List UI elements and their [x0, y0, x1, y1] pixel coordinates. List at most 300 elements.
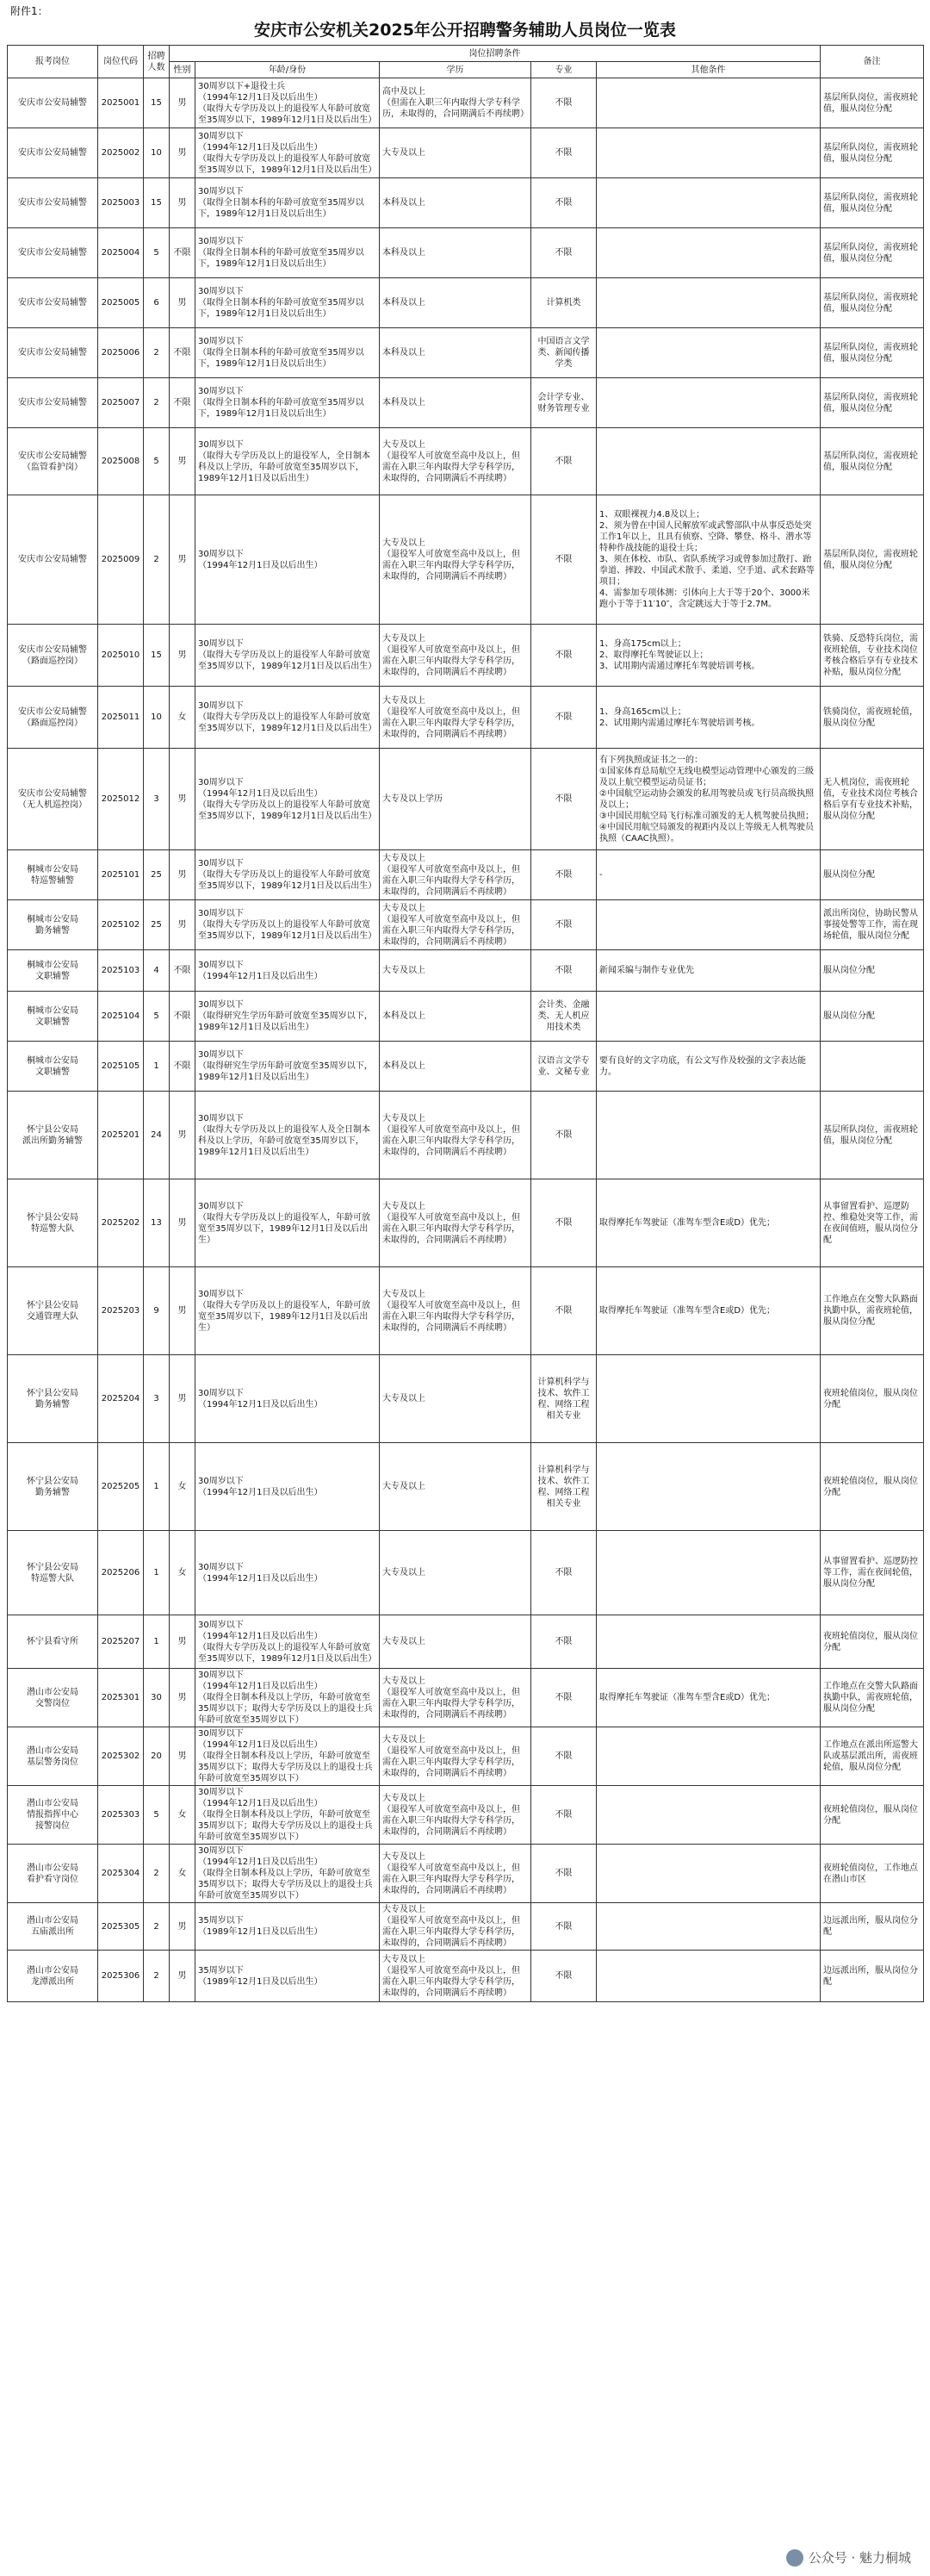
- cell-remark: 铁骑、反恐特兵岗位，需夜班轮值，专业技术岗位考核合格后享有专业技术补贴，服从岗位分配: [821, 625, 924, 687]
- cell-unit: 安庆市公安局辅警 （路面巡控岗）: [8, 625, 98, 687]
- cell-major: 不限: [531, 128, 597, 178]
- cell-unit: 桐城市公安局 文职辅警: [8, 950, 98, 992]
- cell-major: 不限: [531, 1669, 597, 1727]
- cell-remark: 工作地点在派出所巡警大队或基层派出所，需夜班轮值，服从岗位分配: [821, 1727, 924, 1786]
- cell-code: 2025008: [98, 428, 144, 495]
- cell-count: 1: [144, 1443, 170, 1531]
- cell-count: 5: [144, 428, 170, 495]
- cell-remark: 工作地点在交警大队路面执勤中队，需夜班轮值，服从岗位分配: [821, 1267, 924, 1355]
- cell-unit: 潜山市公安局 五庙派出所: [8, 1903, 98, 1951]
- cell-gender: 男: [170, 749, 195, 850]
- cell-code: 2025103: [98, 950, 144, 992]
- cell-remark: 基层所队岗位，需夜班轮值，服从岗位分配: [821, 1092, 924, 1179]
- cell-gender: 不限: [170, 950, 195, 992]
- cell-major: 不限: [531, 1951, 597, 2002]
- cell-other: -: [597, 850, 821, 900]
- cell-age: 30周岁以下 （取得全日制本科的年龄可放宽至35周岁以下，1989年12月1日及以后出生）: [195, 178, 380, 228]
- cell-major: 不限: [531, 1092, 597, 1179]
- table-row: [8, 749, 924, 850]
- cell-unit: 怀宁县公安局 特巡警大队: [8, 1531, 98, 1615]
- cell-code: 2025010: [98, 625, 144, 687]
- cell-age: 30周岁以下 （1994年12月1日及以后出生） （取得大专学历及以上的退役军人年龄可放宽至35周岁以下，1989年12月1日及以后出生）: [195, 128, 380, 178]
- header-other: 其他条件: [597, 62, 821, 78]
- cell-major: 不限: [531, 1786, 597, 1845]
- cell-remark: 夜班轮值岗位，服从岗位分配: [821, 1615, 924, 1669]
- header-conditions: 岗位招聘条件: [170, 46, 821, 62]
- cell-major: 会计学专业、财务管理专业: [531, 378, 597, 428]
- cell-age: 30周岁以下 （取得大专学历及以上的退役军人，年龄可放宽至35周岁以下，1989年12月1日及以后出生）: [195, 1179, 380, 1267]
- cell-gender: 不限: [170, 378, 195, 428]
- cell-gender: 男: [170, 900, 195, 950]
- cell-count: 5: [144, 228, 170, 278]
- cell-unit: 安庆市公安局辅警: [8, 78, 98, 128]
- cell-count: 2: [144, 495, 170, 625]
- cell-major: 不限: [531, 1903, 597, 1951]
- header-remark: 备注: [821, 46, 924, 78]
- header-unit: 报考岗位: [8, 46, 98, 78]
- cell-edu: 大专及以上 （退役军人可放宽至高中及以上，但需在入职三年内取得大学专科学历，未取得的，合同期满后不再续聘）: [380, 900, 531, 950]
- cell-age: 30周岁以下 （取得全日制本科的年龄可放宽至35周岁以下，1989年12月1日及以后出生）: [195, 328, 380, 378]
- cell-age: 30周岁以下 （1994年12月1日及以后出生） （取得全日制本科及以上学历，年龄可放宽至35周岁以下；取得大专学历及以上的退役士兵年龄可放宽至35周岁以下）: [195, 1669, 380, 1727]
- cell-other: [597, 128, 821, 178]
- cell-gender: 男: [170, 1669, 195, 1727]
- cell-code: 2025203: [98, 1267, 144, 1355]
- cell-gender: 男: [170, 495, 195, 625]
- cell-gender: 男: [170, 625, 195, 687]
- table-row: [8, 1355, 924, 1443]
- cell-edu: 大专及以上 （退役军人可放宽至高中及以上，但需在入职三年内取得大学专科学历，未取得的，合同期满后不再续聘）: [380, 1727, 531, 1786]
- cell-age: 30周岁以下+退役士兵 （1994年12月1日及以后出生） （取得大专学历及以上的退役军人年龄可放宽至35周岁以下，1989年12月1日及以后出生）: [195, 78, 380, 128]
- cell-unit: 桐城市公安局 文职辅警: [8, 1042, 98, 1092]
- cell-count: 2: [144, 378, 170, 428]
- cell-unit: 怀宁县公安局 勤务辅警: [8, 1355, 98, 1443]
- header-major: 专业: [531, 62, 597, 78]
- wechat-logo-icon: [786, 2549, 803, 2567]
- table-row: [8, 78, 924, 128]
- cell-age: 30周岁以下 （取得大专学历及以上的退役军人，全日制本科及以上学历，年龄可放宽至35周岁以下，1989年12月1日及以后出生）: [195, 428, 380, 495]
- header-edu: 学历: [380, 62, 531, 78]
- cell-other: [597, 278, 821, 328]
- cell-edu: 大专及以上 （退役军人可放宽至高中及以上，但需在入职三年内取得大学专科学历，未取得的，合同期满后不再续聘）: [380, 1092, 531, 1179]
- cell-major: 计算机类: [531, 278, 597, 328]
- cell-unit: 潜山市公安局 交警岗位: [8, 1669, 98, 1727]
- cell-remark: 边远派出所，服从岗位分配: [821, 1951, 924, 2002]
- table-row: [8, 1786, 924, 1845]
- cell-major: 会计类、金融类、无人机应用技术类: [531, 992, 597, 1042]
- table-row: [8, 1727, 924, 1786]
- cell-remark: 铁骑岗位，需夜班轮值，服从岗位分配: [821, 687, 924, 749]
- cell-major: 不限: [531, 1845, 597, 1903]
- cell-other: [597, 378, 821, 428]
- cell-unit: 安庆市公安局辅警: [8, 495, 98, 625]
- cell-age: 30周岁以下 （1994年12月1日及以后出生） （取得全日制本科及以上学历，年龄可放宽至35周岁以下；取得大专学历及以上的退役士兵年龄可放宽至35周岁以下）: [195, 1845, 380, 1903]
- table-row: [8, 495, 924, 625]
- cell-gender: 男: [170, 1092, 195, 1179]
- cell-count: 2: [144, 1951, 170, 2002]
- cell-age: 30周岁以下 （1994年12月1日及以后出生）: [195, 1443, 380, 1531]
- cell-code: 2025303: [98, 1786, 144, 1845]
- cell-major: 不限: [531, 1727, 597, 1786]
- cell-edu: 大专及以上 （退役军人可放宽至高中及以上，但需在入职三年内取得大学专科学历，未取得的，合同期满后不再续聘）: [380, 1903, 531, 1951]
- table-row: [8, 950, 924, 992]
- cell-code: 2025207: [98, 1615, 144, 1669]
- table-row: [8, 1267, 924, 1355]
- cell-remark: 服从岗位分配: [821, 850, 924, 900]
- cell-unit: 潜山市公安局 基层警务岗位: [8, 1727, 98, 1786]
- header-code: 岗位代码: [98, 46, 144, 78]
- table-row: [8, 278, 924, 328]
- cell-remark: 夜班轮值岗位，服从岗位分配: [821, 1786, 924, 1845]
- cell-count: 25: [144, 900, 170, 950]
- cell-gender: 男: [170, 1267, 195, 1355]
- cell-remark: 服从岗位分配: [821, 992, 924, 1042]
- cell-other: 1、身高165cm以上； 2、试用期内需通过摩托车驾驶培训考核。: [597, 687, 821, 749]
- cell-code: 2025006: [98, 328, 144, 378]
- cell-remark: 夜班轮值岗位，工作地点在潜山市区: [821, 1845, 924, 1903]
- cell-major: 不限: [531, 625, 597, 687]
- cell-unit: 桐城市公安局 特巡警辅警: [8, 850, 98, 900]
- cell-gender: 男: [170, 1727, 195, 1786]
- cell-code: 2025306: [98, 1951, 144, 2002]
- cell-unit: 安庆市公安局辅警 （监管看护岗）: [8, 428, 98, 495]
- cell-other: 新闻采编与制作专业优先: [597, 950, 821, 992]
- cell-major: 不限: [531, 950, 597, 992]
- cell-count: 9: [144, 1267, 170, 1355]
- cell-remark: 基层所队岗位，需夜班轮值，服从岗位分配: [821, 228, 924, 278]
- cell-age: 30周岁以下 （取得全日制本科的年龄可放宽至35周岁以下，1989年12月1日及以后出生）: [195, 278, 380, 328]
- table-row: [8, 1042, 924, 1092]
- cell-code: 2025205: [98, 1443, 144, 1531]
- cell-count: 15: [144, 78, 170, 128]
- table-row: [8, 1531, 924, 1615]
- cell-count: 24: [144, 1092, 170, 1179]
- cell-age: 30周岁以下 （取得大专学历及以上的退役军人年龄可放宽至35周岁以下，1989年12月1日及以后出生）: [195, 900, 380, 950]
- table-row: [8, 1443, 924, 1531]
- cell-count: 5: [144, 1786, 170, 1845]
- cell-major: 不限: [531, 1267, 597, 1355]
- cell-unit: 安庆市公安局辅警: [8, 178, 98, 228]
- cell-edu: 大专及以上 （退役军人可放宽至高中及以上，但需在入职三年内取得大学专科学历，未取得的，合同期满后不再续聘）: [380, 1845, 531, 1903]
- cell-gender: 男: [170, 1951, 195, 2002]
- cell-code: 2025305: [98, 1903, 144, 1951]
- cell-other: [597, 1531, 821, 1615]
- cell-major: 不限: [531, 1615, 597, 1669]
- cell-unit: 怀宁县公安局 勤务辅警: [8, 1443, 98, 1531]
- cell-other: [597, 900, 821, 950]
- cell-unit: 潜山市公安局 龙潭派出所: [8, 1951, 98, 2002]
- cell-remark: 基层所队岗位，需夜班轮值，服从岗位分配: [821, 378, 924, 428]
- cell-edu: 大专及以上 （退役军人可放宽至高中及以上，但需在入职三年内取得大学专科学历，未取得的，合同期满后不再续聘）: [380, 687, 531, 749]
- cell-edu: 大专及以上: [380, 1615, 531, 1669]
- cell-gender: 男: [170, 850, 195, 900]
- cell-age: 30周岁以下 （1994年12月1日及以后出生）: [195, 1531, 380, 1615]
- table-row: [8, 328, 924, 378]
- cell-other: [597, 992, 821, 1042]
- cell-gender: 男: [170, 1615, 195, 1669]
- cell-count: 2: [144, 328, 170, 378]
- cell-unit: 桐城市公安局 文职辅警: [8, 992, 98, 1042]
- cell-count: 1: [144, 1531, 170, 1615]
- cell-major: 不限: [531, 428, 597, 495]
- cell-remark: 基层所队岗位，需夜班轮值，服从岗位分配: [821, 78, 924, 128]
- cell-other: [597, 1786, 821, 1845]
- cell-major: 不限: [531, 1531, 597, 1615]
- cell-count: 25: [144, 850, 170, 900]
- cell-gender: 男: [170, 1355, 195, 1443]
- cell-unit: 安庆市公安局辅警: [8, 128, 98, 178]
- positions-table: [7, 45, 924, 2002]
- cell-edu: 大专及以上 （退役军人可放宽至高中及以上，但需在入职三年内取得大学专科学历，未取得的，合同期满后不再续聘）: [380, 495, 531, 625]
- cell-unit: 安庆市公安局辅警: [8, 328, 98, 378]
- cell-edu: 大专及以上 （退役军人可放宽至高中及以上，但需在入职三年内取得大学专科学历，未取得的，合同期满后不再续聘）: [380, 1669, 531, 1727]
- cell-age: 30周岁以下 （取得大专学历及以上的退役军人年龄可放宽至35周岁以下，1989年12月1日及以后出生）: [195, 850, 380, 900]
- cell-code: 2025302: [98, 1727, 144, 1786]
- cell-code: 2025009: [98, 495, 144, 625]
- cell-remark: 无人机岗位，需夜班轮值，专业技术岗位考核合格后享有专业技术补贴，服从岗位分配: [821, 749, 924, 850]
- cell-other: [597, 1727, 821, 1786]
- cell-unit: 安庆市公安局辅警: [8, 228, 98, 278]
- cell-edu: 大专及以上 （退役军人可放宽至高中及以上，但需在入职三年内取得大学专科学历，未取得的，合同期满后不再续聘）: [380, 1267, 531, 1355]
- page-title: 安庆市公安机关2025年公开招聘警务辅助人员岗位一览表: [254, 21, 676, 40]
- cell-code: 2025206: [98, 1531, 144, 1615]
- cell-edu: 大专及以上: [380, 1355, 531, 1443]
- watermark: [779, 2546, 918, 2569]
- cell-major: 不限: [531, 749, 597, 850]
- cell-other: 1、身高175cm以上； 2、取得摩托车驾驶证以上； 3、试用期内需通过摩托车驾驶培训考核。: [597, 625, 821, 687]
- cell-gender: 女: [170, 1786, 195, 1845]
- cell-age: 30周岁以下 （取得研究生学历年龄可放宽至35周岁以下，1989年12月1日及以后出生）: [195, 1042, 380, 1092]
- cell-major: 中国语言文学类、新闻传播学类: [531, 328, 597, 378]
- cell-unit: 安庆市公安局辅警: [8, 278, 98, 328]
- table-row: [8, 1092, 924, 1179]
- cell-other: [597, 1903, 821, 1951]
- cell-edu: 大专及以上: [380, 1531, 531, 1615]
- cell-age: 30周岁以下 （取得全日制本科的年龄可放宽至35周岁以下，1989年12月1日及以后出生）: [195, 228, 380, 278]
- cell-unit: 潜山市公安局 看护看守岗位: [8, 1845, 98, 1903]
- cell-other: [597, 1845, 821, 1903]
- table-row: [8, 228, 924, 278]
- cell-count: 1: [144, 1042, 170, 1092]
- cell-age: 30周岁以下 （1994年12月1日及以后出生）: [195, 1355, 380, 1443]
- table-row: [8, 992, 924, 1042]
- cell-other: [597, 1951, 821, 2002]
- table-row: [8, 625, 924, 687]
- table-row: [8, 1845, 924, 1903]
- cell-unit: 怀宁县公安局 派出所勤务辅警: [8, 1092, 98, 1179]
- cell-unit: 怀宁县公安局 交通管理大队: [8, 1267, 98, 1355]
- cell-other: 有下列执照或证书之一的： ①国家体育总局航空无线电模型运动管理中心颁发的三级及以上航空模型运动员证书； ②中国航空运动协会颁发的私用驾驶员或飞行员高级执照及以上； ③中国民用航空局飞行标准司颁发的无人机驾驶员执照； ④中国民用航空局颁发的视距内及以上等级无人机驾驶员执照（CAAC执照）。: [597, 749, 821, 850]
- cell-count: 10: [144, 128, 170, 178]
- cell-edu: 大专及以上 （退役军人可放宽至高中及以上，但需在入职三年内取得大学专科学历，未取得的，合同期满后不再续聘）: [380, 1179, 531, 1267]
- cell-edu: 本科及以上: [380, 228, 531, 278]
- cell-edu: 大专及以上 （退役军人可放宽至高中及以上，但需在入职三年内取得大学专科学历，未取得的，合同期满后不再续聘）: [380, 1786, 531, 1845]
- cell-remark: 边远派出所，服从岗位分配: [821, 1903, 924, 1951]
- cell-major: 不限: [531, 850, 597, 900]
- cell-major: 计算机科学与技术、软件工程、网络工程相关专业: [531, 1355, 597, 1443]
- cell-count: 15: [144, 178, 170, 228]
- cell-code: 2025012: [98, 749, 144, 850]
- cell-age: 35周岁以下 （1989年12月1日及以后出生）: [195, 1951, 380, 2002]
- table-row: [8, 1179, 924, 1267]
- cell-edu: 大专及以上 （退役军人可放宽至高中及以上，但需在入职三年内取得大学专科学历，未取得的，合同期满后不再续聘）: [380, 1951, 531, 2002]
- cell-remark: 服从岗位分配: [821, 950, 924, 992]
- cell-age: 30周岁以下 （取得全日制本科的年龄可放宽至35周岁以下，1989年12月1日及以后出生）: [195, 378, 380, 428]
- cell-count: 10: [144, 687, 170, 749]
- cell-unit: 潜山市公安局 情报指挥中心 接警岗位: [8, 1786, 98, 1845]
- cell-age: 30周岁以下 （取得研究生学历年龄可放宽至35周岁以下，1989年12月1日及以后出生）: [195, 992, 380, 1042]
- cell-count: 2: [144, 1903, 170, 1951]
- cell-gender: 男: [170, 78, 195, 128]
- cell-edu: 本科及以上: [380, 992, 531, 1042]
- table-row: [8, 850, 924, 900]
- cell-other: 1、双眼裸视力4.8及以上； 2、须为曾在中国人民解放军或武警部队中从事反恐处突工作1年以上，且具有侦察、空降、攀登、格斗、潜水等特种作战技能的退役士兵； 3、须在体校、市队、省队系统学习或曾参加过散打、跆拳道、摔跤、中国武术散手、柔道、空手道、武术套路等项目； 4、需参加专项体测：引体向上大于等于20个、3000米跑小于等于11′10″，含定跳远大于等于2.7M。: [597, 495, 821, 625]
- cell-remark: 基层所队岗位，需夜班轮值，服从岗位分配: [821, 278, 924, 328]
- cell-count: 20: [144, 1727, 170, 1786]
- cell-other: [597, 1443, 821, 1531]
- cell-major: 不限: [531, 228, 597, 278]
- cell-remark: 从事留置看护、巡逻防控等工作，需在夜间轮值，服从岗位分配: [821, 1531, 924, 1615]
- cell-age: 30周岁以下 （1994年12月1日及以后出生） （取得大专学历及以上的退役军人年龄可放宽至35周岁以下，1989年12月1日及以后出生）: [195, 749, 380, 850]
- table-row: [8, 687, 924, 749]
- cell-code: 2025007: [98, 378, 144, 428]
- cell-edu: 本科及以上: [380, 1042, 531, 1092]
- cell-other: 取得摩托车驾驶证（准驾车型含E或D）优先；: [597, 1179, 821, 1267]
- cell-code: 2025005: [98, 278, 144, 328]
- cell-gender: 女: [170, 1443, 195, 1531]
- cell-count: 1: [144, 1615, 170, 1669]
- cell-count: 2: [144, 1845, 170, 1903]
- cell-unit: 怀宁县看守所: [8, 1615, 98, 1669]
- cell-age: 30周岁以下 （取得大专学历及以上的退役军人年龄可放宽至35周岁以下，1989年12月1日及以后出生）: [195, 625, 380, 687]
- cell-count: 6: [144, 278, 170, 328]
- cell-remark: 基层所队岗位，需夜班轮值，服从岗位分配: [821, 128, 924, 178]
- cell-unit: 桐城市公安局 勤务辅警: [8, 900, 98, 950]
- cell-major: 不限: [531, 78, 597, 128]
- cell-count: 5: [144, 992, 170, 1042]
- cell-code: 2025204: [98, 1355, 144, 1443]
- cell-gender: 女: [170, 687, 195, 749]
- cell-code: 2025102: [98, 900, 144, 950]
- cell-edu: 大专及以上 （退役军人可放宽至高中及以上，但需在入职三年内取得大学专科学历，未取得的，合同期满后不再续聘）: [380, 850, 531, 900]
- cell-gender: 男: [170, 278, 195, 328]
- cell-other: 要有良好的文字功底，有公文写作及较强的文字表达能力。: [597, 1042, 821, 1092]
- cell-age: 35周岁以下 （1989年12月1日及以后出生）: [195, 1903, 380, 1951]
- table-row: [8, 900, 924, 950]
- cell-code: 2025201: [98, 1092, 144, 1179]
- table-row: [8, 378, 924, 428]
- table-row: [8, 1669, 924, 1727]
- cell-other: 取得摩托车驾驶证（准驾车型含E或D）优先；: [597, 1669, 821, 1727]
- cell-remark: 夜班轮值岗位，服从岗位分配: [821, 1443, 924, 1531]
- cell-count: 30: [144, 1669, 170, 1727]
- cell-code: 2025004: [98, 228, 144, 278]
- cell-remark: 基层所队岗位，需夜班轮值，服从岗位分配: [821, 428, 924, 495]
- cell-unit: 安庆市公安局辅警 （无人机巡控岗）: [8, 749, 98, 850]
- cell-age: 30周岁以下 （1994年12月1日及以后出生） （取得全日制本科及以上学历，年龄可放宽至35周岁以下；取得大专学历及以上的退役士兵年龄可放宽至35周岁以下）: [195, 1786, 380, 1845]
- cell-code: 2025202: [98, 1179, 144, 1267]
- cell-edu: 本科及以上: [380, 278, 531, 328]
- cell-edu: 大专及以上: [380, 950, 531, 992]
- cell-major: 不限: [531, 178, 597, 228]
- cell-other: [597, 1092, 821, 1179]
- cell-gender: 男: [170, 128, 195, 178]
- table-row: [8, 428, 924, 495]
- cell-edu: 本科及以上: [380, 378, 531, 428]
- cell-unit: 安庆市公安局辅警 （路面巡控岗）: [8, 687, 98, 749]
- cell-unit: 安庆市公安局辅警: [8, 378, 98, 428]
- cell-remark: 基层所队岗位，需夜班轮值，服从岗位分配: [821, 178, 924, 228]
- cell-edu: 大专及以上 （退役军人可放宽至高中及以上，但需在入职三年内取得大学专科学历，未取得的，合同期满后不再续聘）: [380, 428, 531, 495]
- cell-major: 不限: [531, 495, 597, 625]
- cell-edu: 大专及以上 （退役军人可放宽至高中及以上，但需在入职三年内取得大学专科学历，未取得的，合同期满后不再续聘）: [380, 625, 531, 687]
- cell-age: 30周岁以下 （取得大专学历及以上的退役军人年龄可放宽至35周岁以下，1989年12月1日及以后出生）: [195, 687, 380, 749]
- cell-age: 30周岁以下 （1994年12月1日及以后出生）: [195, 950, 380, 992]
- table-row: [8, 1615, 924, 1669]
- cell-gender: 女: [170, 1531, 195, 1615]
- cell-code: 2025104: [98, 992, 144, 1042]
- cell-age: 30周岁以下 （取得大专学历及以上的退役军人，年龄可放宽至35周岁以下，1989年12月1日及以后出生）: [195, 1267, 380, 1355]
- cell-gender: 男: [170, 428, 195, 495]
- cell-gender: 男: [170, 178, 195, 228]
- cell-remark: 基层所队岗位，需夜班轮值，服从岗位分配: [821, 328, 924, 378]
- cell-remark: 工作地点在交警大队路面执勤中队，需夜班轮值，服从岗位分配: [821, 1669, 924, 1727]
- cell-count: 15: [144, 625, 170, 687]
- cell-remark: 从事留置看护、巡逻防控、维稳处突等工作，需在夜间值班，服从岗位分配: [821, 1179, 924, 1267]
- cell-major: 不限: [531, 687, 597, 749]
- cell-code: 2025001: [98, 78, 144, 128]
- cell-age: 30周岁以下 （1994年12月1日及以后出生） （取得全日制本科及以上学历，年龄可放宽至35周岁以下；取得大专学历及以上的退役士兵年龄可放宽至35周岁以下）: [195, 1727, 380, 1786]
- cell-gender: 不限: [170, 228, 195, 278]
- cell-major: 计算机科学与技术、软件工程、网络工程相关专业: [531, 1443, 597, 1531]
- cell-major: 不限: [531, 900, 597, 950]
- cell-edu: 大专及以上: [380, 1443, 531, 1531]
- cell-gender: 不限: [170, 992, 195, 1042]
- cell-count: 3: [144, 1355, 170, 1443]
- cell-major: 汉语言文学专业、文秘专业: [531, 1042, 597, 1092]
- cell-code: 2025011: [98, 687, 144, 749]
- cell-gender: 不限: [170, 328, 195, 378]
- cell-edu: 本科及以上: [380, 178, 531, 228]
- table-row: [8, 1903, 924, 1951]
- cell-gender: 男: [170, 1179, 195, 1267]
- watermark-text: 公众号 · 魅力桐城: [808, 2550, 911, 2566]
- cell-code: 2025002: [98, 128, 144, 178]
- cell-code: 2025003: [98, 178, 144, 228]
- annex-label: 附件1：: [10, 5, 48, 17]
- cell-edu: 大专及以上: [380, 128, 531, 178]
- cell-other: [597, 78, 821, 128]
- cell-remark: 夜班轮值岗位，服从岗位分配: [821, 1355, 924, 1443]
- table-row: [8, 128, 924, 178]
- cell-age: 30周岁以下 （取得大专学历及以上的退役军人及全日制本科及以上学历，年龄可放宽至35周岁以下，1989年12月1日及以后出生）: [195, 1092, 380, 1179]
- cell-remark: 派出所岗位，协助民警从事接处警等工作，需在现场轮值，服从岗位分配: [821, 900, 924, 950]
- cell-other: [597, 1615, 821, 1669]
- cell-gender: 男: [170, 1903, 195, 1951]
- cell-count: 3: [144, 749, 170, 850]
- cell-other: [597, 228, 821, 278]
- header-gender: 性别: [170, 62, 195, 78]
- header-age: 年龄/身份: [195, 62, 380, 78]
- cell-code: 2025105: [98, 1042, 144, 1092]
- cell-edu: 本科及以上: [380, 328, 531, 378]
- cell-remark: 基层所队岗位，需夜班轮值，服从岗位分配: [821, 495, 924, 625]
- cell-edu: 高中及以上 （但需在入职三年内取得大学专科学历，未取得的，合同期满后不再续聘）: [380, 78, 531, 128]
- cell-gender: 女: [170, 1845, 195, 1903]
- cell-code: 2025101: [98, 850, 144, 900]
- cell-remark: [821, 1042, 924, 1092]
- cell-code: 2025301: [98, 1669, 144, 1727]
- cell-other: 取得摩托车驾驶证（准驾车型含E或D）优先；: [597, 1267, 821, 1355]
